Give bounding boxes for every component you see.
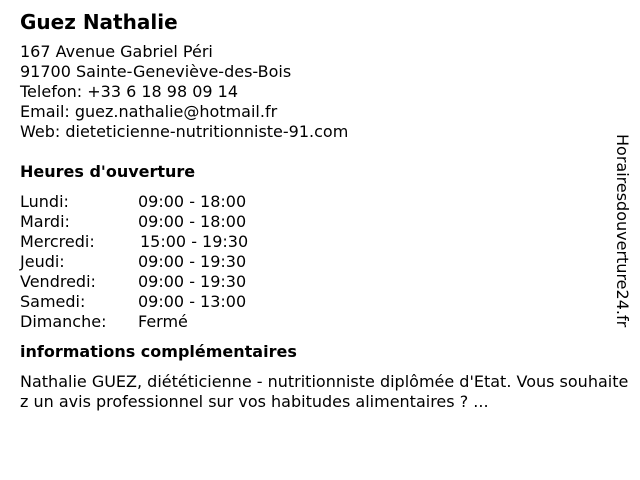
phone-number[interactable]: Telefon: +33 6 18 98 09 14 xyxy=(20,82,239,101)
time-range: 09:00 - 18:00 xyxy=(138,192,247,211)
time-range: 15:00 - 19:30 xyxy=(140,232,249,251)
day-label: Mercredi: xyxy=(20,232,95,251)
hours-row-friday xyxy=(20,272,615,292)
day-label: Mardi: xyxy=(20,212,70,231)
opening-hours-heading: Heures d'ouverture xyxy=(20,162,196,181)
business-name: Guez Nathalie xyxy=(20,10,178,34)
opening-hours-table xyxy=(20,192,615,332)
hours-row-tuesday xyxy=(20,212,615,232)
hours-row-sunday xyxy=(20,312,615,332)
address-city: 91700 Sainte-Geneviève-des-Bois xyxy=(20,62,292,81)
day-label: Vendredi: xyxy=(20,272,96,291)
website-link[interactable]: Web: dieteticienne-nutritionniste-91.com xyxy=(20,122,349,141)
hours-row-saturday xyxy=(20,292,615,312)
additional-info-heading: informations complémentaires xyxy=(20,342,297,361)
brand-watermark xyxy=(612,134,632,344)
time-range: 09:00 - 19:30 xyxy=(138,272,247,291)
time-range: 09:00 - 13:00 xyxy=(138,292,247,311)
hours-row-monday xyxy=(20,192,615,212)
email-address[interactable]: Email: guez.nathalie@hotmail.fr xyxy=(20,102,278,121)
day-label: Lundi: xyxy=(20,192,69,211)
additional-info-text: Nathalie GUEZ, diététicienne - nutritionniste diplômée d'Etat. Vous souhaitez un avis professionnel sur vos habitudes alimentaires ? ... xyxy=(20,372,629,411)
time-range: 09:00 - 18:00 xyxy=(138,212,247,231)
day-label: Samedi: xyxy=(20,292,86,311)
time-range: 09:00 - 19:30 xyxy=(138,252,247,271)
address-street: 167 Avenue Gabriel Péri xyxy=(20,42,213,61)
hours-row-thursday xyxy=(20,252,615,272)
hours-row-wednesday xyxy=(20,232,615,252)
day-label: Jeudi: xyxy=(20,252,65,271)
time-range: Fermé xyxy=(138,312,188,331)
brand-site-name: Horairesdouverture24.fr xyxy=(613,134,632,328)
day-label: Dimanche: xyxy=(20,312,107,331)
